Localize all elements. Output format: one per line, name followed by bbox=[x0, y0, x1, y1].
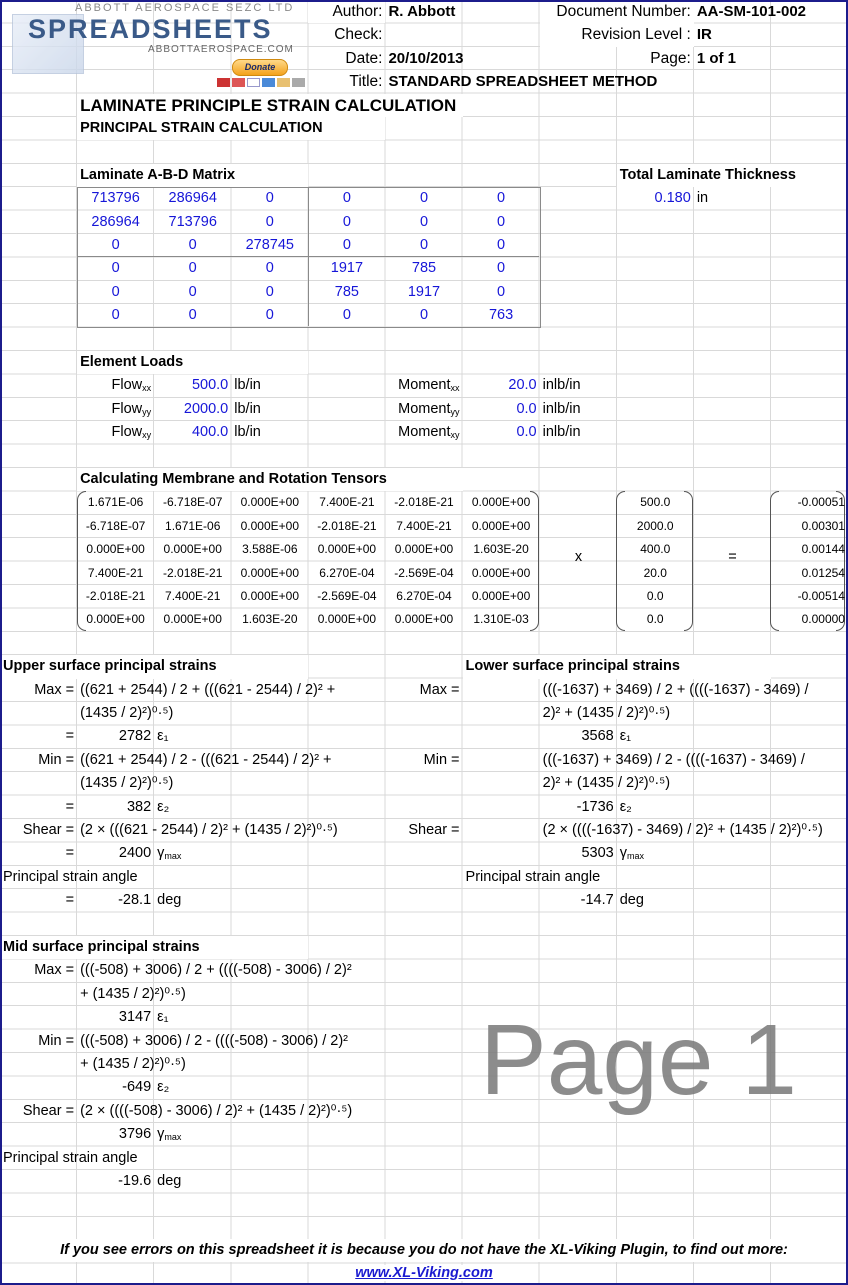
author-value: R. Abbott bbox=[388, 3, 456, 20]
tensors-label: Calculating Membrane and Rotation Tensors bbox=[77, 468, 462, 491]
lower-gamma bbox=[617, 842, 694, 865]
result-vector-cell: 0.00000 bbox=[801, 612, 845, 627]
lower-min-label: Min = bbox=[423, 751, 460, 768]
logo-brand: SPREADSHEETS bbox=[28, 14, 273, 44]
abd-cell: 0 bbox=[419, 307, 429, 324]
tensor-cell: -2.018E-21 bbox=[163, 565, 223, 580]
rev-value: IR bbox=[696, 26, 712, 44]
abd-cell: 0 bbox=[497, 260, 506, 277]
upper-equals: = bbox=[65, 892, 75, 909]
tensor-cell: 6.270E-04 bbox=[396, 589, 452, 603]
result-vector-cell: 0.00144 bbox=[801, 542, 845, 557]
tensor-cell: 1.603E-20 bbox=[473, 542, 529, 557]
moment-value: 20.0 bbox=[508, 377, 537, 394]
lower-min-value: -1736 bbox=[576, 798, 614, 815]
tensor-cell: 7.400E-21 bbox=[396, 518, 452, 533]
moment-subscript: xx bbox=[450, 383, 460, 394]
lower-angle-label: Principal strain angle bbox=[465, 868, 601, 885]
gamma-subscript: max bbox=[164, 1132, 182, 1143]
load-vector-cell: 500.0 bbox=[640, 495, 671, 510]
mid-min-formula: + (1435 / 2)²)⁰·⁵) bbox=[80, 1056, 186, 1072]
gamma-symbol: γ bbox=[157, 845, 165, 862]
load-vector-cell: 0.0 bbox=[646, 612, 664, 627]
moment-name: Moment bbox=[398, 377, 451, 394]
lower-shear-label: Shear = bbox=[408, 822, 460, 838]
lower-angle-unit: deg bbox=[619, 892, 644, 909]
abd-cell: 1917 bbox=[330, 260, 364, 277]
moment-unit: inlb/in bbox=[542, 424, 581, 441]
lower-min-formula: 2)² + (1435 / 2)²)⁰·⁵) bbox=[542, 775, 671, 792]
tensor-cell: 0.000E+00 bbox=[471, 495, 531, 510]
abd-cell: 0 bbox=[497, 237, 506, 253]
abd-cell: 0 bbox=[419, 237, 429, 253]
tensor-cell: -2.569E-04 bbox=[394, 565, 454, 580]
abd-cell: 1917 bbox=[407, 283, 441, 300]
tensor-cell: -6.718E-07 bbox=[163, 495, 223, 510]
abd-cell: 286964 bbox=[168, 190, 217, 207]
tensor-cell: -2.569E-04 bbox=[317, 589, 377, 603]
moment-name: Moment bbox=[398, 400, 451, 417]
lower-angle-value: -14.7 bbox=[580, 892, 614, 909]
rev-label: Revision Level : bbox=[540, 23, 694, 46]
abd-cell: 0 bbox=[111, 237, 120, 253]
loads-label: Element Loads bbox=[77, 351, 308, 374]
thickness-label: Total Laminate Thickness bbox=[617, 164, 848, 187]
tensor-cell: 0.000E+00 bbox=[471, 589, 531, 603]
tensor-cell: -2.018E-21 bbox=[317, 518, 377, 533]
tensor-cell: 1.603E-20 bbox=[242, 612, 298, 627]
upper-equals: = bbox=[65, 728, 75, 745]
tensor-cell: 7.400E-21 bbox=[87, 565, 144, 580]
tensor-cell: 0.000E+00 bbox=[394, 612, 454, 627]
docnum-label: Document Number: bbox=[540, 0, 694, 23]
page-watermark: Page 1 bbox=[480, 1004, 797, 1116]
abd-cell: 0 bbox=[265, 283, 274, 300]
thickness-unit: in bbox=[696, 190, 709, 207]
title-value: STANDARD SPREADSHEET METHOD bbox=[388, 73, 658, 91]
abd-cell: 713796 bbox=[91, 190, 140, 207]
flow-unit: lb/in bbox=[234, 400, 261, 417]
mid-shear-value: 3796 bbox=[118, 1126, 152, 1143]
mid-max-formula: + (1435 / 2)²)⁰·⁵) bbox=[80, 985, 186, 1002]
abd-label: Laminate A-B-D Matrix bbox=[77, 164, 308, 187]
abd-cell: 0 bbox=[342, 213, 351, 230]
moment-name: Moment bbox=[398, 424, 451, 441]
tensor-cell: 0.000E+00 bbox=[86, 612, 145, 627]
mid-angle-value: -19.6 bbox=[118, 1173, 152, 1189]
result-vector-cell: 0.00301 bbox=[801, 518, 845, 533]
flow-value: 500.0 bbox=[191, 377, 229, 394]
title-label: Title: bbox=[349, 73, 383, 91]
tensor-cell: 7.400E-21 bbox=[319, 495, 375, 510]
date-value: 20/10/2013 bbox=[388, 49, 464, 67]
tensor-cell: -6.718E-07 bbox=[85, 518, 146, 533]
page-value: 1 of 1 bbox=[696, 49, 736, 67]
flow-name: Flow bbox=[111, 400, 143, 417]
mid-epsilon2: ε₂ bbox=[157, 1079, 170, 1096]
flow-value: 400.0 bbox=[191, 424, 229, 441]
mid-epsilon1: ε₁ bbox=[157, 1009, 169, 1026]
upper-min-formula: ((621 + 2544) / 2 - (((621 - 2544) / 2)² + bbox=[80, 751, 332, 768]
tensor-cell: 0.000E+00 bbox=[240, 589, 299, 603]
tensor-cell: 7.400E-21 bbox=[165, 589, 221, 603]
upper-max-formula: ((621 + 2544) / 2 + (((621 - 2544) / 2)² + bbox=[80, 681, 336, 698]
moment-unit: inlb/in bbox=[542, 400, 581, 417]
logo-site: ABBOTTAEROSPACE.COM bbox=[148, 44, 294, 55]
flow-label bbox=[77, 421, 154, 444]
tensor-cell: 1.671E-06 bbox=[165, 518, 221, 533]
abd-cell: 0 bbox=[265, 307, 274, 324]
abd-cell: 0 bbox=[342, 237, 351, 253]
moment-label bbox=[385, 421, 462, 444]
upper-max-value: 2782 bbox=[118, 728, 152, 745]
tensor-cell: 0.000E+00 bbox=[86, 542, 145, 557]
tensor-cell: 0.000E+00 bbox=[240, 518, 299, 533]
mid-angle-unit: deg bbox=[157, 1173, 182, 1189]
abd-cell: 278745 bbox=[245, 237, 294, 253]
gamma-subscript: max bbox=[164, 851, 182, 862]
author-label: Author: bbox=[308, 0, 385, 23]
upper-equals: = bbox=[65, 845, 75, 862]
lower-min-formula: (((-1637) + 3469) / 2 - ((((-1637) - 3469) / bbox=[542, 751, 805, 768]
result-vector-cell: 0.01254 bbox=[801, 565, 845, 580]
flow-unit: lb/in bbox=[234, 424, 261, 441]
abd-cell: 0 bbox=[265, 190, 274, 207]
mid-heading: Mid surface principal strains bbox=[0, 936, 308, 959]
lower-shear-value: 5303 bbox=[581, 845, 614, 862]
mid-min-label: Min = bbox=[38, 1032, 75, 1049]
footer-note: If you see errors on this spreadsheet it is because you do not have the XL-Viking Plugin, to find out more: bbox=[0, 1239, 848, 1262]
tensor-cell: 0.000E+00 bbox=[471, 565, 531, 580]
tensor-cell: 1.310E-03 bbox=[473, 612, 529, 627]
donate-button[interactable]: Donate bbox=[232, 59, 288, 76]
gamma-symbol: γ bbox=[157, 1126, 165, 1143]
abd-cell: 0 bbox=[265, 260, 274, 277]
gamma-symbol: γ bbox=[619, 845, 627, 862]
docnum-value: AA-SM-101-002 bbox=[696, 3, 807, 20]
upper-epsilon2: ε₂ bbox=[157, 798, 170, 815]
upper-angle-value: -28.1 bbox=[118, 892, 152, 909]
abd-cell: 286964 bbox=[91, 213, 140, 230]
lower-max-value: 3568 bbox=[581, 728, 614, 745]
flow-subscript: xy bbox=[142, 430, 152, 441]
tensor-cell: -2.018E-21 bbox=[394, 495, 454, 510]
upper-heading: Upper surface principal strains bbox=[0, 655, 308, 678]
flow-subscript: xx bbox=[142, 383, 152, 394]
flow-label bbox=[77, 374, 154, 397]
date-label: Date: bbox=[345, 49, 383, 67]
mid-max-label: Max = bbox=[34, 962, 75, 979]
tensor-cell: 0.000E+00 bbox=[317, 612, 377, 627]
upper-min-value: 382 bbox=[126, 798, 152, 815]
mid-angle-label: Principal strain angle bbox=[3, 1149, 138, 1166]
tensor-cell: 0.000E+00 bbox=[240, 495, 299, 510]
moment-value: 0.0 bbox=[516, 424, 537, 441]
xl-viking-link[interactable]: www.XL-Viking.com bbox=[355, 1265, 493, 1281]
abd-cell: 0 bbox=[342, 190, 351, 207]
flow-name: Flow bbox=[111, 377, 143, 394]
upper-min-label: Min = bbox=[38, 751, 75, 768]
tensor-cell: 6.270E-04 bbox=[319, 565, 375, 580]
abd-cell: 785 bbox=[334, 283, 359, 300]
equals-sign: = bbox=[728, 549, 737, 565]
load-vector-cell: 2000.0 bbox=[636, 518, 674, 533]
tensor-cell: 1.671E-06 bbox=[87, 495, 144, 510]
mid-max-formula: (((-508) + 3006) / 2 + ((((-508) - 3006) / 2)² bbox=[80, 962, 352, 979]
abd-cell: 0 bbox=[419, 213, 429, 230]
upper-angle-unit: deg bbox=[157, 892, 182, 909]
moment-subscript: xy bbox=[450, 430, 460, 441]
lower-heading: Lower surface principal strains bbox=[463, 655, 771, 678]
abd-cell: 0 bbox=[497, 190, 506, 207]
footer-link-row bbox=[0, 1262, 848, 1285]
upper-max-label: Max = bbox=[34, 681, 75, 698]
sub-title: PRINCIPAL STRAIN CALCULATION bbox=[77, 117, 385, 140]
mid-shear-label: Shear = bbox=[22, 1102, 75, 1119]
lower-max-formula: 2)² + (1435 / 2)²)⁰·⁵) bbox=[542, 705, 671, 721]
abd-cell: 763 bbox=[488, 307, 514, 324]
abd-cell: 0 bbox=[419, 190, 429, 207]
mid-shear-formula: (2 × ((((-508) - 3006) / 2)² + (1435 / 2)²)⁰·⁵) bbox=[80, 1102, 353, 1119]
tensor-cell: 0.000E+00 bbox=[163, 542, 222, 557]
moment-value: 0.0 bbox=[516, 400, 537, 417]
lower-epsilon2: ε₂ bbox=[619, 798, 632, 815]
tensor-cell: 0.000E+00 bbox=[317, 542, 377, 557]
upper-min-formula: (1435 / 2)²)⁰·⁵) bbox=[80, 775, 174, 792]
upper-angle-label: Principal strain angle bbox=[3, 868, 138, 885]
tensor-cell: -2.018E-21 bbox=[85, 589, 146, 603]
upper-epsilon1: ε₁ bbox=[157, 728, 169, 745]
load-vector-cell: 400.0 bbox=[640, 542, 671, 557]
main-title: LAMINATE PRINCIPLE STRAIN CALCULATION bbox=[77, 94, 462, 117]
moment-label bbox=[385, 374, 462, 397]
tensor-cell: 0.000E+00 bbox=[471, 518, 531, 533]
tensor-cell: 0.000E+00 bbox=[394, 542, 454, 557]
flow-label bbox=[77, 398, 154, 421]
mid-gamma bbox=[154, 1123, 231, 1146]
abd-cell: 0 bbox=[188, 237, 197, 253]
abd-cell: 0 bbox=[111, 307, 120, 324]
lower-max-label: Max = bbox=[419, 681, 460, 698]
upper-equals: = bbox=[65, 798, 75, 815]
mid-min-value: -649 bbox=[122, 1079, 152, 1096]
tensor-cell: 3.588E-06 bbox=[242, 542, 298, 557]
upper-shear-label: Shear = bbox=[22, 822, 75, 838]
upper-max-formula: (1435 / 2)²)⁰·⁵) bbox=[80, 705, 174, 721]
abd-cell: 0 bbox=[111, 260, 120, 277]
abd-cell: 0 bbox=[342, 307, 351, 324]
load-vector-cell: 20.0 bbox=[643, 565, 667, 580]
gamma-subscript: max bbox=[626, 851, 644, 862]
upper-shear-value: 2400 bbox=[118, 845, 152, 862]
upper-shear-formula: (2 × (((621 - 2544) / 2)² + (1435 / 2)²)⁰·⁵) bbox=[80, 822, 338, 838]
abd-cell: 0 bbox=[111, 283, 120, 300]
abd-cell: 785 bbox=[411, 260, 437, 277]
abd-cell: 0 bbox=[497, 213, 506, 230]
mid-min-formula: (((-508) + 3006) / 2 - ((((-508) - 3006) / 2)² bbox=[80, 1032, 349, 1049]
logo-company: ABBOTT AEROSPACE SEZC LTD bbox=[75, 2, 295, 14]
load-vector-cell: 0.0 bbox=[646, 589, 664, 603]
moment-label bbox=[385, 398, 462, 421]
mid-max-value: 3147 bbox=[118, 1009, 152, 1026]
lower-max-formula: (((-1637) + 3469) / 2 + ((((-1637) - 3469) / bbox=[542, 681, 809, 698]
tensor-cell: 0.000E+00 bbox=[240, 565, 299, 580]
moment-unit: inlb/in bbox=[542, 377, 581, 394]
lower-epsilon1: ε₁ bbox=[619, 728, 632, 745]
moment-subscript: yy bbox=[450, 406, 460, 417]
abd-cell: 713796 bbox=[168, 213, 217, 230]
flow-value: 2000.0 bbox=[183, 400, 229, 417]
thickness-value: 0.180 bbox=[654, 190, 691, 207]
result-vector-cell: -0.00514 bbox=[797, 589, 845, 603]
page-label: Page: bbox=[650, 49, 691, 67]
abd-cell: 0 bbox=[497, 283, 506, 300]
result-vector-cell: -0.00051 bbox=[797, 495, 845, 510]
check-label: Check: bbox=[334, 26, 383, 44]
lower-shear-formula: (2 × ((((-1637) - 3469) / 2)² + (1435 / 2)²)⁰·⁵) bbox=[542, 822, 823, 838]
flow-unit: lb/in bbox=[234, 377, 261, 394]
multiply-sign: x bbox=[574, 549, 583, 565]
upper-gamma bbox=[154, 842, 231, 865]
abd-cell: 0 bbox=[188, 307, 197, 324]
abd-cell: 0 bbox=[265, 213, 274, 230]
flow-subscript: yy bbox=[142, 406, 152, 417]
abd-cell: 0 bbox=[188, 260, 197, 277]
tensor-cell: 0.000E+00 bbox=[163, 612, 222, 627]
flow-name: Flow bbox=[111, 424, 143, 441]
abd-cell: 0 bbox=[188, 283, 197, 300]
payment-cards-icon bbox=[217, 78, 305, 87]
